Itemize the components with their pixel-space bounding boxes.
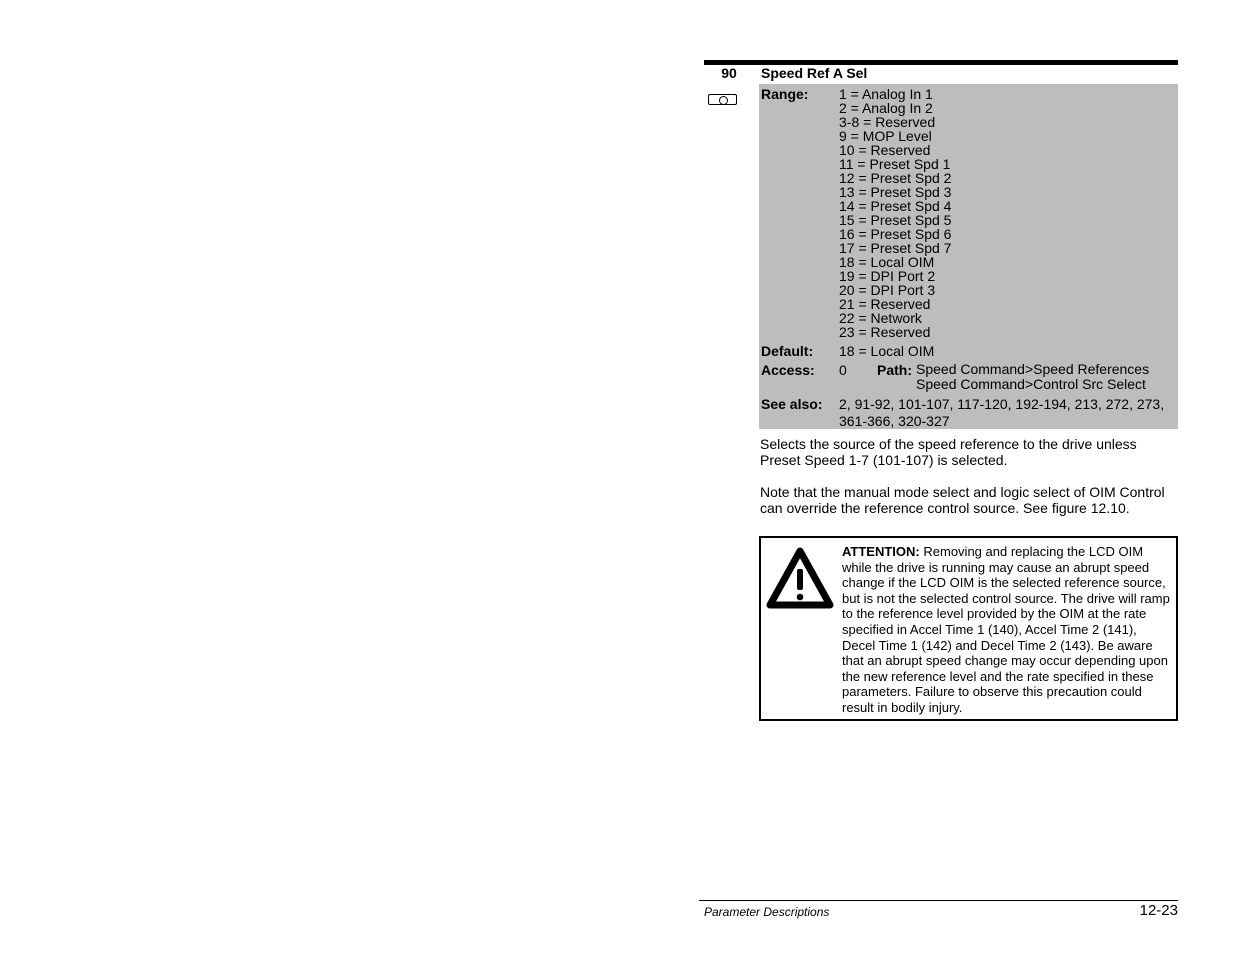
- range-label: Range:: [761, 86, 809, 102]
- path-value: Speed Command>Speed References: [916, 361, 1150, 377]
- footer-rule: [699, 900, 1178, 901]
- range-list: [839, 87, 951, 339]
- attention-heading: ATTENTION:: [842, 544, 920, 559]
- range-option: 1 = Analog In 1: [839, 86, 933, 102]
- warning-triangle-icon: [766, 547, 834, 611]
- range-option: 12 = Preset Spd 2: [839, 170, 952, 186]
- default-value: 18 = Local OIM: [839, 343, 935, 359]
- range-option: 20 = DPI Port 3: [839, 282, 936, 298]
- access-value: 0: [839, 362, 847, 378]
- parameter-name: Speed Ref A Sel: [761, 65, 868, 81]
- range-option: 21 = Reserved: [839, 296, 931, 312]
- range-option: 3-8 = Reserved: [839, 114, 936, 130]
- range-option: 16 = Preset Spd 6: [839, 226, 952, 242]
- path-label: Path:: [877, 362, 912, 378]
- range-option: 9 = MOP Level: [839, 128, 932, 144]
- range-option: 22 = Network: [839, 310, 922, 326]
- access-label: Access:: [761, 362, 815, 378]
- range-option: 2 = Analog In 2: [839, 100, 933, 116]
- attention-body: Removing and replacing the LCD OIM while the drive is running may cause an abrupt speed change if the LCD OIM is the selected reference source, but is not the selected control source. The drive will ramp to the reference level provided by the OIM at the rate specified in Accel Time 1 (140), Accel Time 2 (141), Decel Time 1 (142) and Decel Time 2 (143). Be aware that an abrupt speed change may occur depending upon the new reference level and the rate specified in these parameters. Failure to observe this precaution could result in bodily injury.: [842, 544, 1170, 715]
- footer-title: Parameter Descriptions: [704, 905, 830, 919]
- see-also-value: 2, 91-92, 101-107, 117-120, 192-194, 213, 272, 273, 361-366, 320-327: [839, 396, 1165, 429]
- range-option: 13 = Preset Spd 3: [839, 184, 952, 200]
- default-label: Default:: [761, 343, 814, 359]
- range-option: 14 = Preset Spd 4: [839, 198, 952, 214]
- range-option: 15 = Preset Spd 5: [839, 212, 952, 228]
- range-option: 23 = Reserved: [839, 324, 931, 340]
- see-also-label: See also:: [761, 396, 823, 412]
- parameter-number: 90: [721, 65, 737, 81]
- attention-box: [759, 536, 1178, 721]
- range-option: 18 = Local OIM: [839, 254, 935, 270]
- range-option: 11 = Preset Spd 1: [839, 156, 951, 172]
- attention-text: [842, 544, 1170, 716]
- range-option: 10 = Reserved: [839, 142, 931, 158]
- path-value: Speed Command>Control Src Select: [916, 376, 1146, 392]
- page-number: 12-23: [1139, 902, 1178, 919]
- description-paragraph: Selects the source of the speed reference to the drive unless Preset Speed 1-7 (101-107) is selected.: [760, 436, 1137, 468]
- range-option: 17 = Preset Spd 7: [839, 240, 952, 256]
- range-option: 19 = DPI Port 2: [839, 268, 936, 284]
- oim-keypad-icon: [708, 94, 737, 105]
- description-paragraph: Note that the manual mode select and logic select of OIM Control can override the reference control source. See figure 12.10.: [760, 484, 1165, 516]
